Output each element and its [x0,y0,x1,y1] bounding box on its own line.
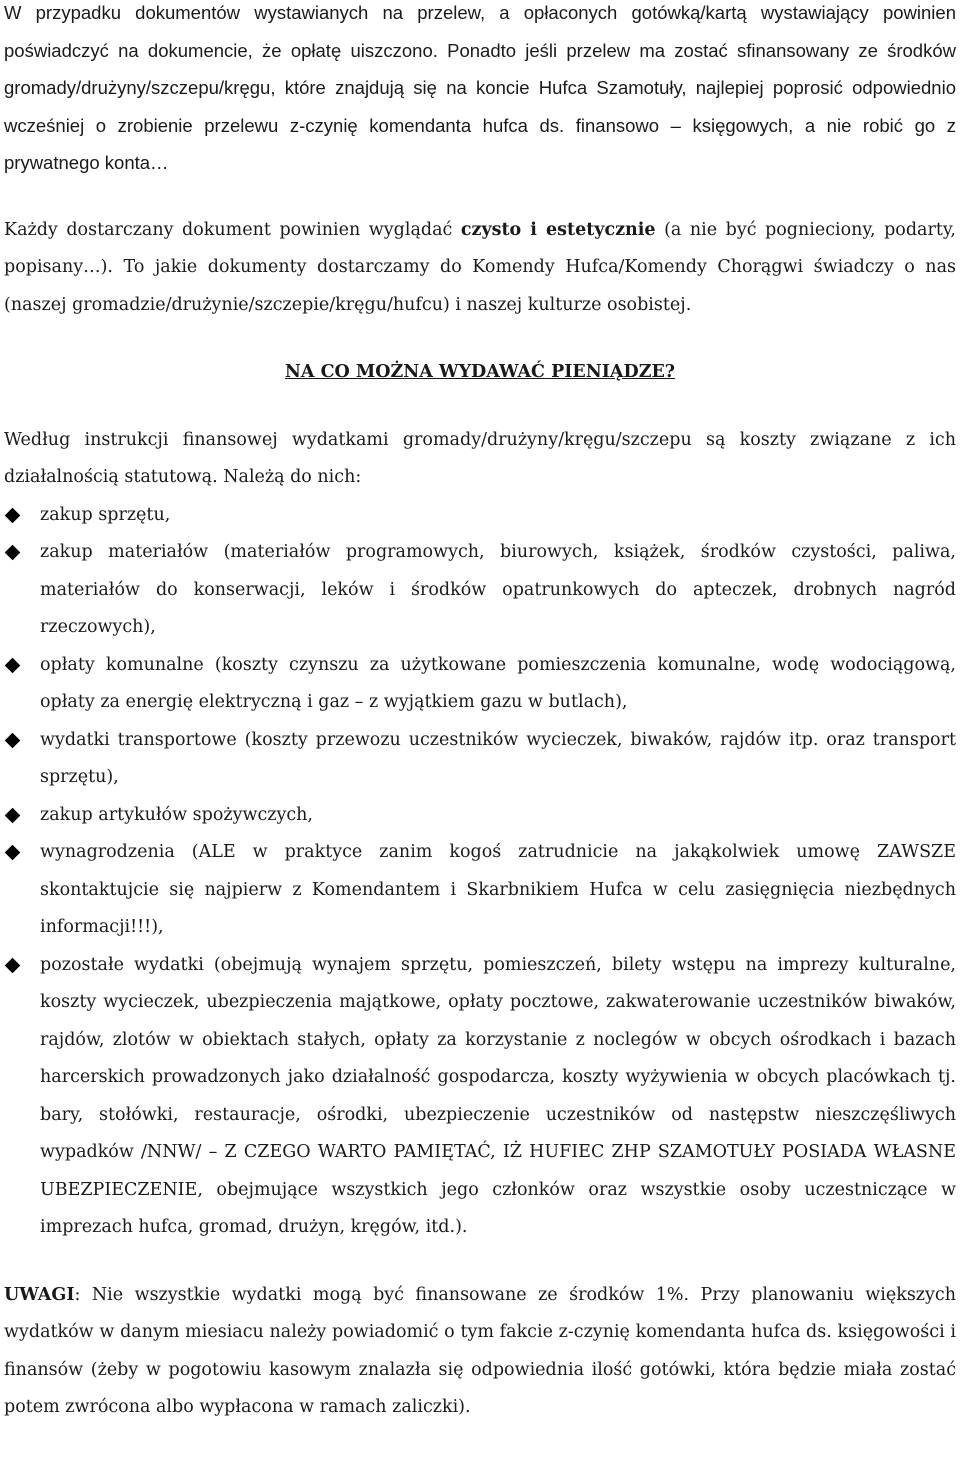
intro-paragraph-1: W przypadku dokumentów wystawianych na przelew, a opłaconych gotówką/kartą wystawiający powinien poświadczyć na dokumencie, że opłatę uiszczono. Ponadto jeśli przelew ma zostać sfinansowany ze środków gromady/drużyny/szczepu/kręgu, które znajdują się na koncie Hufca Szamotuły, najlepiej poprosić odpowiednio wcześniej o zrobienie przelewu z-czynię komendanta hufca ds. finansowo – księgowych, a nie robić go z prywatnego konta… [4,2,956,173]
list-item [4,534,956,647]
list-item [4,947,956,1247]
diamond-bullet-icon [5,545,21,561]
section-lead: Według instrukcji finansowej wydatkami gromady/drużyny/kręgu/szczepu są koszty związane z ich działalnością statutową. Należą do nich: [4,429,956,487]
list-item-text: zakup artykułów spożywczych, [40,804,313,825]
diamond-bullet-icon [5,657,21,673]
diamond-bullet-icon [5,957,21,973]
list-item [4,797,956,835]
list-item-text: zakup sprzętu, [40,504,171,525]
intro-paragraph-2 [4,212,956,325]
list-item-text: pozostałe wydatki (obejmują wynajem sprzętu, pomieszczeń, bilety wstępu na imprezy kulturalne, koszty wycieczek, ubezpieczenia majątkowe, opłaty pocztowe, zakwaterowanie uczestników biwaków, rajdów, zlotów w obiektach stałych, opłaty za korzystanie z noclegów w obcych ośrodkach i bazach harcerskich prowadzonych jako działalność gospodarcza, koszty wyżywienia w obcych placówkach tj. bary, stołówki, restauracje, ośrodki, ubezpieczenie uczestników od następstw nieszczęśliwych wypadków /NNW/ – Z CZEGO WARTO PAMIĘTAĆ, IŻ HUFIEC ZHP SZAMOTUŁY POSIADA WŁASNE UBEZPIECZENIE, obejmujące wszystkich jego członków oraz wszystkie osoby uczestniczące w imprezach hufca, gromad, drużyn, kręgów, itd.). [40,954,956,1237]
list-item-text: zakup materiałów (materiałów programowych, biurowych, książek, środków czystości, paliwa, materiałów do konserwacji, leków i środków opatrunkowych do apteczek, drobnych nagród rzeczowych), [40,542,956,637]
notes-text: : Nie wszystkie wydatki mogą być finansowane ze środków 1%. Przy planowaniu większych wydatków w danym miesiacu należy powiadomić o tym fakcie z-czynię komendanta hufca ds. księgowości i finansów (żeby w pogotowiu kasowym znalazła się odpowiednia ilość gotówki, która będzie miała zostać potem zwrócona albo wypłacona w ramach zaliczki). [4,1284,956,1417]
list-item-text: wynagrodzenia (ALE w praktyce zanim kogoś zatrudnicie na jakąkolwiek umowę ZAWSZE skontaktujcie się najpierw z Komendantem i Skarbnikiem Hufca w celu zasięgnięcia niezbędnych informacji!!!), [40,842,956,937]
p2-text-after: (a nie być pognieciony, podarty, popisany…). To jakie dokumenty dostarczamy do Komendy Hufca/Komendy Chorągwi świadczy o nas (naszej gromadzie/drużynie/szczepie/kręgu/hufcu) i naszej kulturze osobistej. [4,219,956,315]
diamond-bullet-icon [5,732,21,748]
diamond-bullet-icon [5,807,21,823]
list-item-text: wydatki transportowe (koszty przewozu uczestników wycieczek, biwaków, rajdów itp. oraz transport sprzętu), [40,729,956,787]
expense-list [4,497,956,1247]
list-item [4,834,956,947]
notes-label: UWAGI [4,1284,75,1305]
diamond-bullet-icon [5,507,21,523]
p2-bold-text: czysto i estetycznie [460,219,656,240]
list-item-text: opłaty komunalne (koszty czynszu za użytkowane pomieszczenia komunalne, wodę wodociągową, opłaty za energię elektryczną i gaz – z wyjątkiem gazu w butlach), [40,654,956,712]
list-item [4,497,956,535]
list-item [4,722,956,797]
list-item [4,647,956,722]
section-heading: NA CO MOŻNA WYDAWAĆ PIENIĄDZE? [284,362,676,382]
p2-text-before: Każdy dostarczany dokument powinien wyglądać [4,219,461,240]
diamond-bullet-icon [5,845,21,861]
notes-paragraph [4,1277,956,1427]
